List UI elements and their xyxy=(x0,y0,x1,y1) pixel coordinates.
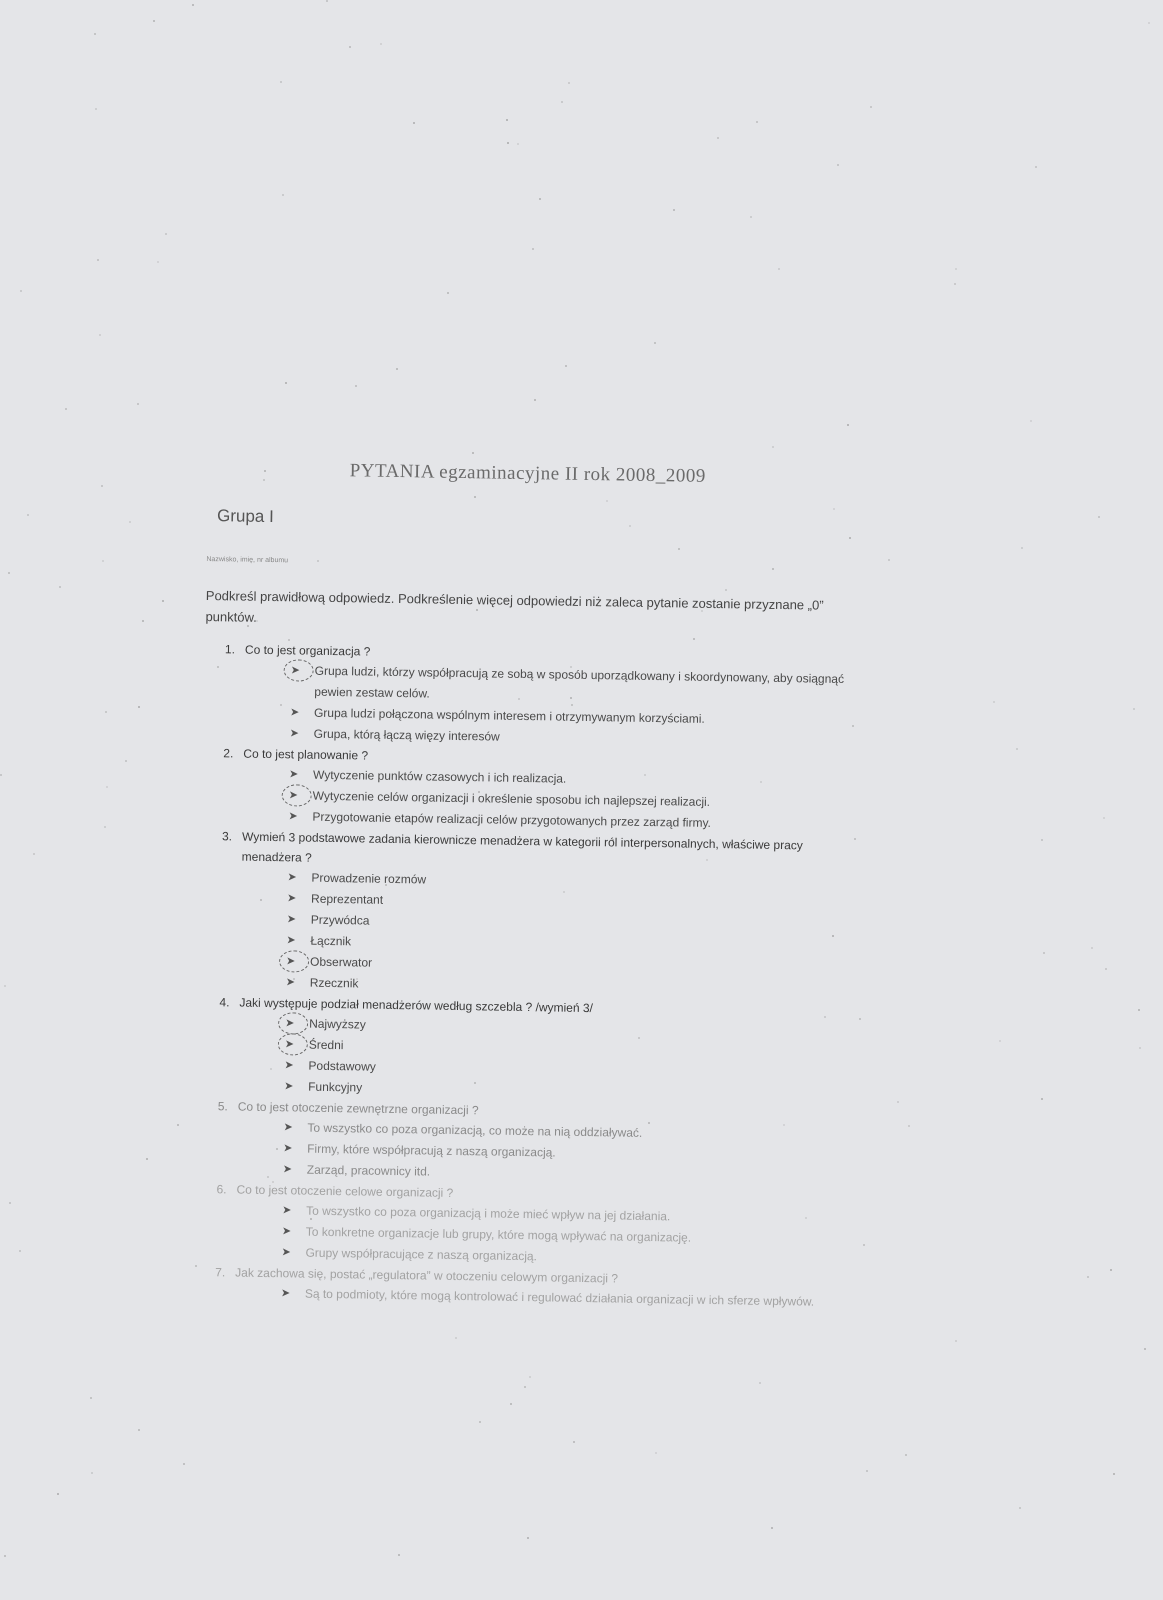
arrow-bullet-icon: ➤ xyxy=(284,1059,294,1072)
scan-speck xyxy=(510,1403,512,1405)
scan-speck xyxy=(4,1555,6,1557)
scan-speck xyxy=(183,1463,185,1465)
scan-speck xyxy=(771,1527,773,1529)
arrow-bullet-icon: ➤ xyxy=(287,871,297,884)
scan-speck xyxy=(455,1337,457,1339)
scan-speck xyxy=(655,1452,657,1454)
scan-speck xyxy=(778,268,780,270)
arrow-bullet-icon: ➤ xyxy=(284,1038,295,1051)
scan-speck xyxy=(1091,947,1093,949)
scan-speck xyxy=(380,43,382,45)
question-number: 6. xyxy=(216,1182,227,1197)
scan-speck xyxy=(65,408,67,410)
question-text: Co to jest planowanie ? xyxy=(243,746,369,763)
answer-text: To wszystko co poza organizacją, co może na nią oddziaływać. xyxy=(307,1120,643,1140)
arrow-bullet-icon: ➤ xyxy=(288,810,298,823)
scan-speck xyxy=(1043,952,1045,954)
scan-speck xyxy=(1110,1269,1112,1271)
scan-speck xyxy=(863,1244,865,1246)
scan-speck xyxy=(157,261,159,263)
answer-text: Łącznik xyxy=(310,933,352,949)
question xyxy=(204,639,846,753)
arrow-bullet-icon: ➤ xyxy=(280,1287,291,1300)
answer-text: Przywódca xyxy=(310,912,370,928)
arrow-bullet-icon: ➤ xyxy=(286,955,296,968)
scan-speck xyxy=(529,1376,531,1378)
scan-speck xyxy=(847,424,849,426)
arrow-bullet-icon: ➤ xyxy=(283,1121,293,1134)
scan-speck xyxy=(897,1101,899,1103)
answer-text: Wytyczenie celów organizacji i określenie sposobu ich najlepszej realizacji. xyxy=(312,788,711,809)
scan-speck xyxy=(95,108,97,110)
scan-speck xyxy=(192,4,194,6)
answer-text: Są to podmioty, które mogą kontrolować i regulować działania organizacji w ich sferze wpływów. xyxy=(304,1286,815,1309)
question xyxy=(195,1262,836,1313)
scan-speck xyxy=(105,711,107,713)
question-text: Co to jest otoczenie zewnętrzne organizacji ? xyxy=(237,1099,479,1118)
scan-speck xyxy=(8,572,10,574)
arrow-bullet-icon: ➤ xyxy=(288,789,299,802)
scan-speck xyxy=(905,1454,907,1456)
answer-text: Grupy współpracujące z naszą organizacją. xyxy=(305,1245,538,1264)
answer-text: Prowadzenie rozmów xyxy=(311,870,427,887)
question-text: Jak zachowa się, postać „regulatora” w otoczeniu celowym organizacji ? xyxy=(235,1265,619,1286)
question-number: 2. xyxy=(223,746,234,761)
scan-speck xyxy=(673,209,675,211)
answer-text: Średni xyxy=(308,1037,344,1053)
arrow-bullet-icon: ➤ xyxy=(281,1225,292,1238)
scan-speck xyxy=(534,399,536,401)
question xyxy=(197,1096,838,1189)
question-number: 7. xyxy=(215,1265,226,1280)
answer-text: Grupa ludzi połączona wspólnym interesem i otrzymywanym korzyściami. xyxy=(313,705,705,726)
arrow-bullet-icon: ➤ xyxy=(281,1246,291,1259)
arrow-bullet-icon: ➤ xyxy=(286,934,296,947)
scan-speck xyxy=(59,586,61,588)
scan-speck xyxy=(1021,547,1023,549)
answer-text: Najwyższy xyxy=(309,1016,366,1032)
scan-speck xyxy=(138,706,140,708)
scan-speck xyxy=(1087,1276,1089,1278)
question xyxy=(195,1179,836,1272)
scan-speck xyxy=(447,292,449,294)
scan-speck xyxy=(280,81,282,83)
scan-speck xyxy=(506,119,508,121)
scan-speck xyxy=(1113,1473,1115,1475)
scan-speck xyxy=(349,46,351,48)
scan-speck xyxy=(9,1202,11,1204)
scan-speck xyxy=(137,403,139,405)
scan-speck xyxy=(27,514,29,516)
answer-list xyxy=(240,867,842,1002)
scan-speck xyxy=(866,1470,868,1472)
scan-speck xyxy=(177,1124,179,1126)
scan-speck xyxy=(1041,839,1043,841)
scan-speck xyxy=(33,853,35,855)
scan-speck xyxy=(837,164,839,166)
scan-speck xyxy=(849,537,851,539)
answer-text: Grupa, którą łączą więzy interesów xyxy=(313,726,500,744)
scan-speck xyxy=(993,701,995,703)
scan-speck xyxy=(101,485,103,487)
question-text: Co to jest otoczenie celowe organizacji ? xyxy=(236,1182,454,1200)
answer-text: Przygotowanie etapów realizacji celów przygotowanych przez zarząd firmy. xyxy=(312,809,712,830)
group-heading: Grupa I xyxy=(216,506,274,527)
answer-text: Zarząd, pracownicy itd. xyxy=(306,1162,431,1179)
scan-speck xyxy=(517,143,519,145)
instruction-text: Podkreśl prawidłową odpowiedz. Podkreślenie więcej odpowiedzi niż zaleca pytanie zostanie przyznane „0” punktów. xyxy=(205,587,824,625)
scan-speck xyxy=(355,385,357,387)
scan-speck xyxy=(759,1382,761,1384)
answer-list xyxy=(235,1200,836,1272)
arrow-bullet-icon: ➤ xyxy=(282,1163,293,1176)
question xyxy=(202,743,843,836)
scan-speck xyxy=(326,0,328,2)
scan-speck xyxy=(472,452,474,454)
scan-speck xyxy=(561,101,563,103)
scan-speck xyxy=(527,1537,529,1539)
scan-speck xyxy=(1019,1507,1021,1509)
answer-text: Obserwator xyxy=(309,954,373,970)
scan-speck xyxy=(4,985,6,987)
scan-speck xyxy=(398,1554,400,1556)
question-text: Wymień 3 podstawowe zadania kierownicze menadżera w kategorii ról interpersonalnych, właściwe pracy menadżera ? xyxy=(241,829,803,865)
scan-speck xyxy=(106,786,108,788)
scan-speck xyxy=(908,1125,910,1127)
question xyxy=(198,992,840,1106)
arrow-bullet-icon: ➤ xyxy=(290,664,300,677)
question-text: Jaki występuje podział menadżerów według szczebla ? /wymień 3/ xyxy=(239,995,594,1016)
scan-speck xyxy=(125,760,127,762)
answer-text: Podstawowy xyxy=(308,1058,376,1074)
scan-speck xyxy=(1041,1098,1043,1100)
arrow-bullet-icon: ➤ xyxy=(286,913,297,926)
answer-text: Funkcyjny xyxy=(308,1079,363,1095)
scan-speck xyxy=(954,283,956,285)
scan-speck xyxy=(142,620,144,622)
name-line: Nazwisko, imię, nr albumu xyxy=(206,555,289,565)
scan-speck xyxy=(285,382,287,384)
scan-speck xyxy=(396,368,398,370)
answer-option xyxy=(281,1283,835,1313)
scan-speck xyxy=(507,142,509,144)
scan-speck xyxy=(539,198,541,200)
answer-text: Reprezentant xyxy=(310,891,384,907)
scan-speck xyxy=(756,121,758,123)
scan-speck xyxy=(97,259,99,261)
scan-speck xyxy=(870,106,872,108)
scan-speck xyxy=(20,290,22,292)
scan-speck xyxy=(999,1040,1001,1042)
answer-list xyxy=(244,660,845,753)
answer-list xyxy=(242,764,843,836)
arrow-bullet-icon: ➤ xyxy=(289,706,300,719)
scan-speck xyxy=(57,1493,59,1495)
scan-speck xyxy=(859,1018,861,1020)
scan-speck xyxy=(524,1386,526,1388)
scan-speck xyxy=(90,1397,92,1399)
scan-speck xyxy=(772,446,774,448)
scan-speck xyxy=(99,334,101,336)
scan-speck xyxy=(19,1250,21,1252)
document-title: PYTANIA egzaminacyjne II rok 2008_2009 xyxy=(349,460,707,487)
answer-text: To konkretne organizacje lub grupy, które mogą wpływać na organizację. xyxy=(305,1224,692,1245)
scan-speck xyxy=(129,521,131,523)
scan-speck xyxy=(1016,748,1018,750)
arrow-bullet-icon: ➤ xyxy=(284,1080,294,1093)
scan-speck xyxy=(955,268,957,270)
question-number: 4. xyxy=(219,995,230,1010)
scan-speck xyxy=(955,1340,957,1342)
scan-speck xyxy=(1148,22,1150,24)
scan-speck xyxy=(1035,166,1037,168)
question-text: Co to jest organizacja ? xyxy=(244,642,371,659)
scan-speck xyxy=(153,20,155,22)
scan-speck xyxy=(717,137,719,139)
scan-speck xyxy=(750,216,752,218)
scan-speck xyxy=(854,838,856,840)
scan-speck xyxy=(479,1421,481,1423)
question-number: 5. xyxy=(217,1099,228,1114)
answer-text: To wszystko co poza organizacją i może mieć wpływ na jej działania. xyxy=(306,1203,671,1224)
scan-speck xyxy=(568,82,570,84)
arrow-bullet-icon: ➤ xyxy=(285,976,296,989)
scan-speck xyxy=(1133,708,1135,710)
answer-list xyxy=(237,1117,838,1189)
arrow-bullet-icon: ➤ xyxy=(286,892,297,905)
scan-speck xyxy=(413,122,415,124)
question xyxy=(200,826,843,1002)
scan-speck xyxy=(138,1429,140,1431)
answer-text: Grupa ludzi, którzy współpracują ze sobą w sposób uporządkowany i skoordynowany, aby osiągnąć pewien zestaw celów. xyxy=(314,663,845,701)
scan-speck xyxy=(94,33,96,35)
question-number: 1. xyxy=(224,642,236,657)
scan-speck xyxy=(888,559,890,561)
scan-speck xyxy=(0,774,2,776)
scan-speck xyxy=(104,826,106,828)
scan-speck xyxy=(573,1441,575,1443)
arrow-bullet-icon: ➤ xyxy=(283,1142,293,1155)
scan-speck xyxy=(654,342,656,344)
scan-speck xyxy=(1144,1348,1146,1350)
scan-speck xyxy=(165,233,167,235)
scan-speck xyxy=(852,725,854,727)
answer-list xyxy=(235,1283,835,1313)
scan-speck xyxy=(162,600,164,602)
arrow-bullet-icon: ➤ xyxy=(289,727,299,740)
scan-speck xyxy=(1105,968,1107,970)
scan-speck xyxy=(1138,1009,1140,1011)
exam-document xyxy=(195,458,848,1313)
scan-speck xyxy=(282,194,284,196)
question-number: 3. xyxy=(221,829,233,844)
scan-speck xyxy=(1139,1047,1141,1049)
scan-speck xyxy=(1030,420,1032,422)
answer-text: Rzecznik xyxy=(309,975,359,991)
answer-list xyxy=(238,1013,839,1106)
answer-text: Wytyczenie punktów czasowych i ich realizacja. xyxy=(312,767,567,786)
scan-speck xyxy=(532,248,534,250)
scan-speck xyxy=(565,365,567,367)
arrow-bullet-icon: ➤ xyxy=(288,768,299,781)
question-list xyxy=(195,639,845,1313)
arrow-bullet-icon: ➤ xyxy=(285,1017,295,1030)
scan-speck xyxy=(146,1158,148,1160)
scan-speck xyxy=(1103,817,1105,819)
scan-speck xyxy=(102,560,104,562)
arrow-bullet-icon: ➤ xyxy=(282,1204,292,1217)
scan-speck xyxy=(1098,516,1100,518)
answer-text: Firmy, które współpracują z naszą organizacją. xyxy=(307,1141,556,1160)
scan-speck xyxy=(91,1472,93,1474)
